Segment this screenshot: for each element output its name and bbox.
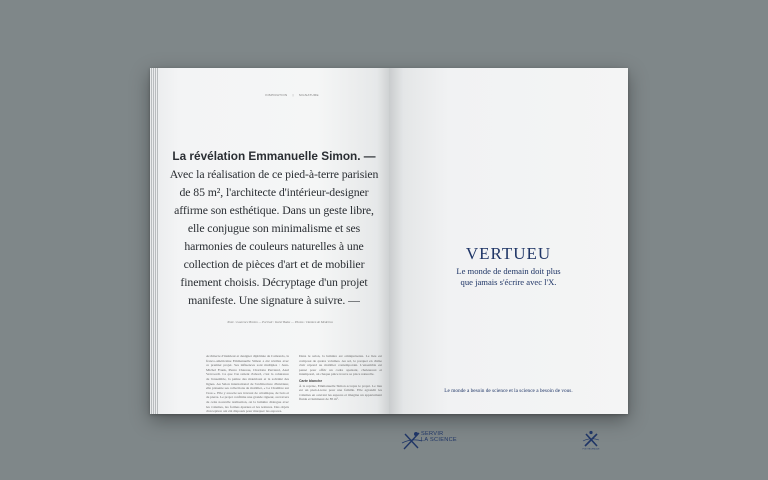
left-page [150,68,389,461]
body-column-2 [299,354,382,402]
right-page [389,68,628,451]
page-edge-lines [150,68,160,414]
body-subhead: Carte blanche [299,378,323,383]
ad-tagline-line-2: que jamais s'écrire avec l'X. [460,276,557,287]
x-logo-caption: POLYTECHNIQUE [582,448,600,451]
ad-tagline-line-1: Le monde de demain doit plus [456,266,561,276]
ad-tagline [399,266,618,287]
body-column-2-continued: À la reprise, Emmanuelle Simon accepte le projet. Le lieu est un pied-à-terre pour une famille. Elle agrandit les volumes en ouvrant les espaces et imagine un appartement fluide et lumineux de 85 m². [299,383,382,402]
article-title [168,147,380,309]
ad-slogan: Le monde a besoin de science et la science a besoin de vous. [444,388,573,394]
servir-logo-text [421,431,457,443]
article-standfirst: Avec la réalisation de ce pied-à-terre parisien de 85 m², l'architecte d'intérieur-designer affirme son esthétique. Dans un geste libre, elle conjugue son minimalisme et ses harmonies de couleurs naturelles à une collection de pièces d'art et de mobilier finement choisis. Décryptage d'un projet manifeste. Une signature à suivre. — [169,167,379,307]
running-head-section: INSPIRATION [265,93,288,97]
body-column-2-text: Dans le salon, la lumière est omniprésente. Le lieu est composé de quatre volumes. Au sol, le parquet en chêne clair répond au mobilier contemporain. L'ensemble est pensé pour offrir un cadre apaisant, chaleureux et intemporel, où chaque pièce trouve sa place naturelle. [299,354,382,377]
running-head: INSPIRATION | SIGNATURE [265,93,319,97]
ad-brand-title: VERTUEU [465,244,552,263]
page-number: 24 [264,457,267,461]
polytechnique-x-logo-icon [582,430,600,450]
magazine-spread [150,68,628,461]
article-credits: Texte : Laurence Breton — Portrait : Karel Balas — Photos : Damien de Medeiros [227,320,333,324]
servir-logo-line-1: SERVIR [421,431,444,437]
servir-la-science-logo [401,429,461,453]
article-title-lead: La révélation Emmanuelle Simon. — [172,149,376,163]
servir-figure-icon [401,429,423,453]
body-column-1: Architecte d'intérieur et designer diplômée de Camondo, la franco-américaine Emmanuelle Simon a été révélée avec ce premier projet. Ses influences sont multiples : Jean-Michel Frank, Pierre Chareau, Charlotte Perriand, Axel Vervoordt. Ce que l'on retient d'abord, c'est la cohérence de l'ensemble, la patine des matériaux et la sobriété des lignes. Au Salon international de l'architecture d'intérieur, elle présente ses collections de mobilier, « La Chambre sur l'eau ». Elle y associe ses travaux de céramique, de bois et de pierre. Le projet confirme une grande rigueur, au travers de cette nouvelle réalisation, où la lumière dialogue avec les volumes, les formes épurées et les textures. Des objets d'exception ont été disposés pour marquer les espaces. [206,354,289,414]
servir-logo-line-2: LA SCIENCE [421,437,457,443]
running-head-subsection: SIGNATURE [298,93,319,97]
